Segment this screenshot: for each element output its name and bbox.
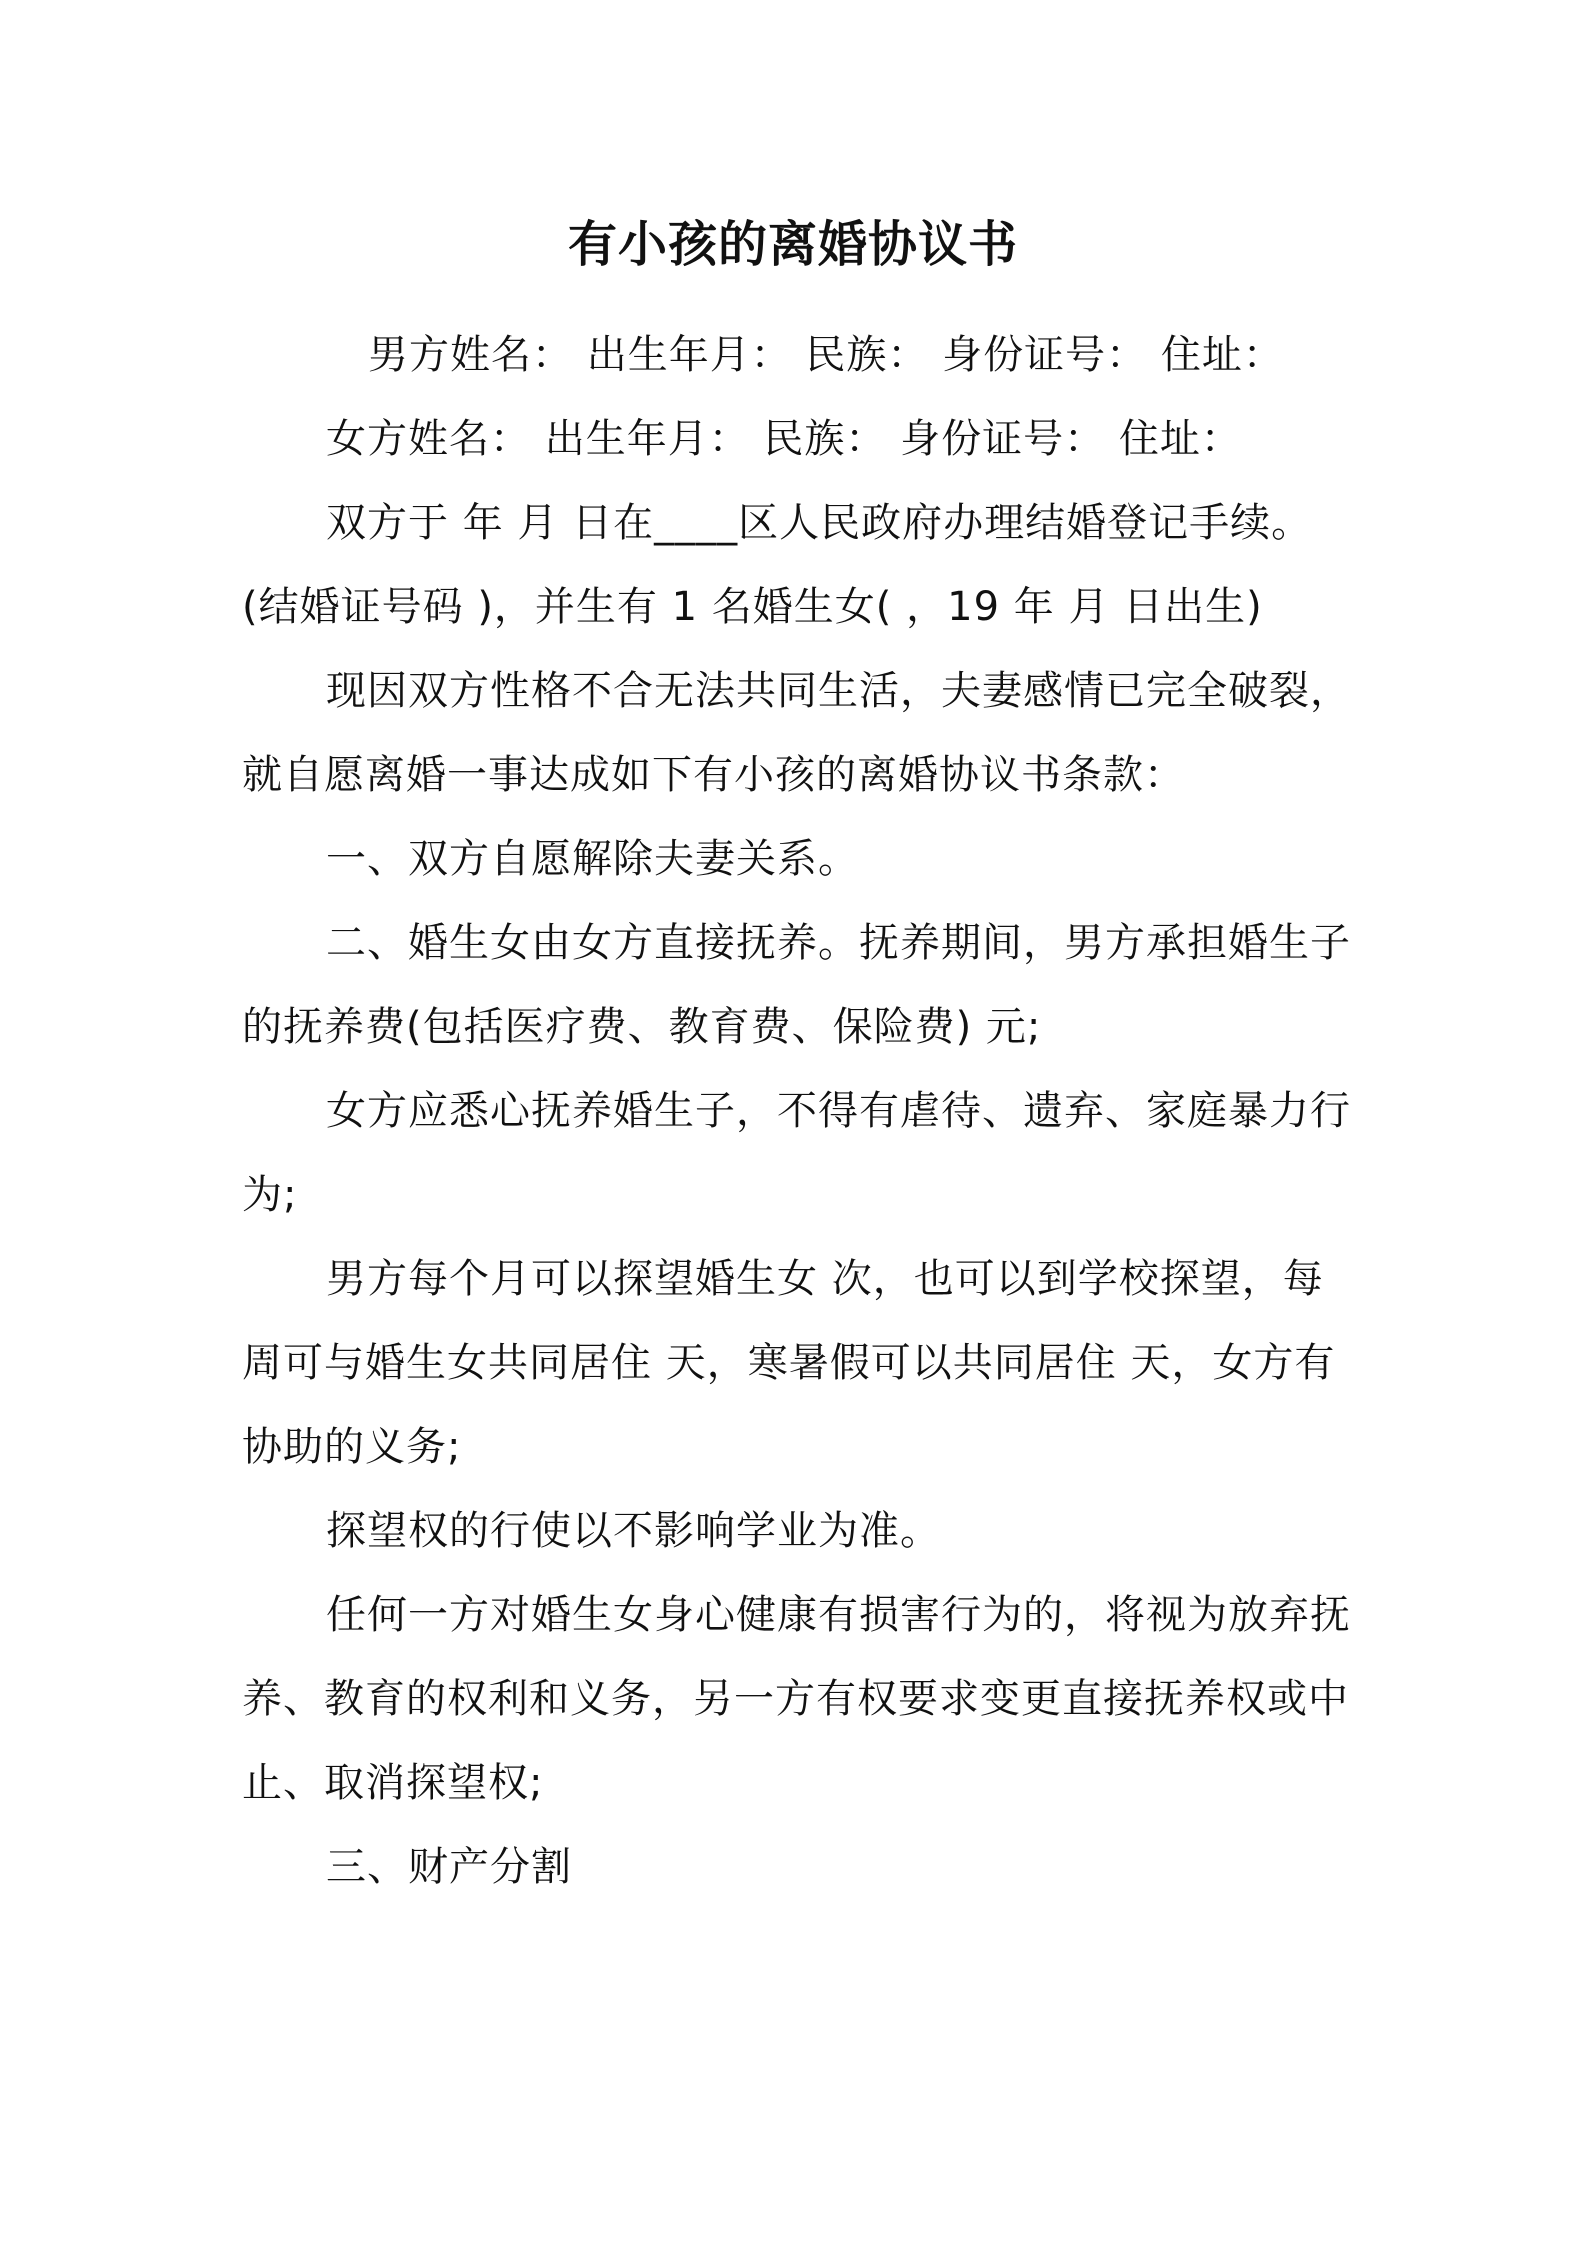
document-title: 有小孩的离婚协议书 [567, 216, 1018, 273]
clause-3-heading: 三、财产分割 [326, 1844, 572, 1890]
clause-2-visitation-limit: 探望权的行使以不影响学业为准。 [326, 1508, 941, 1554]
paragraph-reason: 现因双方性格不合无法共同生活，夫妻感情已完全破裂，就自愿离婚一事达成如下有小孩的离婚协议书条款： [242, 668, 1351, 798]
paragraph-male-info: 男方姓名： 出生年月： 民族： 身份证号： 住址： [368, 332, 1284, 378]
clause-2: 二、婚生女由女方直接抚养。抚养期间，男方承担婚生子的抚养费(包括医疗费、教育费、保险费) 元; [242, 920, 1351, 1050]
clause-2-harm: 任何一方对婚生女身心健康有损害行为的，将视为放弃抚养、教育的权利和义务，另一方有权要求变更直接抚养权或中止、取消探望权; [242, 1592, 1351, 1806]
clause-1: 一、双方自愿解除夫妻关系。 [326, 836, 859, 882]
clause-2-visitation: 男方每个月可以探望婚生女 次，也可以到学校探望，每周可与婚生女共同居住 天，寒暑假可以共同居住 天，女方有协助的义务; [242, 1256, 1336, 1470]
clause-2-care: 女方应悉心抚养婚生子，不得有虐待、遗弃、家庭暴力行为; [242, 1088, 1351, 1218]
paragraph-marriage-registration: 双方于 年 月 日在____区人民政府办理结婚登记手续。(结婚证号码 )，并生有 1 名婚生女( ，19 年 月 日出生) [242, 500, 1313, 630]
paragraph-female-info: 女方姓名： 出生年月： 民族： 身份证号： 住址： [326, 416, 1242, 462]
document-body [242, 313, 1354, 1909]
